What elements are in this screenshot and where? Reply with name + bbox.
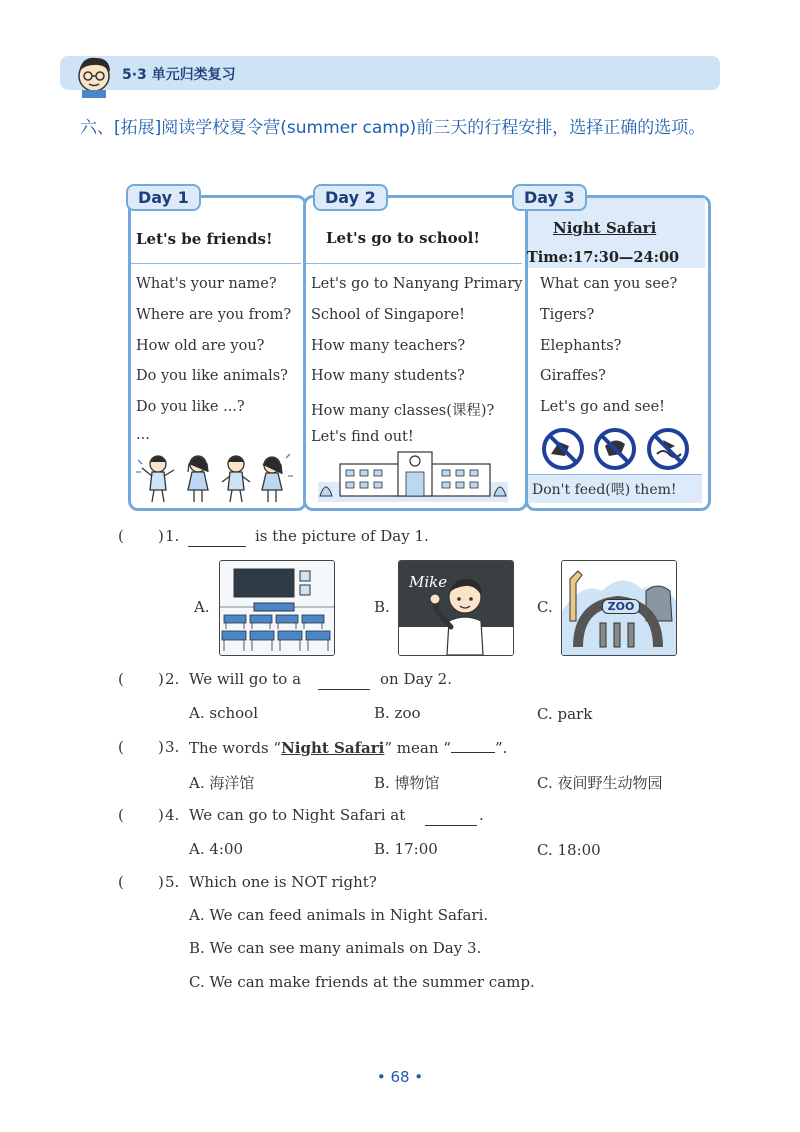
q4-answer-blank[interactable]	[128, 806, 158, 826]
q5-option-c[interactable]: C. We can make friends at the summer camp.	[189, 973, 535, 991]
q3-blank	[451, 738, 495, 753]
q5-option-a[interactable]: A. We can feed animals in Night Safari.	[189, 906, 489, 924]
q3-number: 3.	[165, 738, 180, 756]
day2-line: Let's go to Nanyang Primary	[311, 276, 523, 292]
day1-tab: Day 1	[126, 184, 201, 211]
q1-number: 1.	[165, 527, 180, 545]
q1-paren-close: )	[158, 527, 164, 545]
q3-option-c[interactable]: C. 夜间野生动物园	[537, 774, 663, 792]
day1-line: Do you like animals?	[136, 368, 288, 384]
q3-bold-words: Night Safari	[281, 739, 385, 757]
question-heading: 六、[拓展]阅读学校夏令营(summer camp)前三天的行程安排，选择正确的选项。	[80, 118, 706, 138]
q5-paren-close: )	[158, 873, 164, 891]
day3-line: What can you see?	[540, 276, 678, 292]
zoo-sign-text: ZOO	[602, 599, 640, 614]
blackboard-text: Mike	[409, 573, 448, 591]
q1-blank	[188, 529, 246, 547]
q3-option-b[interactable]: B. 博物馆	[374, 774, 440, 792]
day1-line: ...	[136, 427, 150, 443]
q3-text-post: ”.	[494, 739, 508, 757]
q2-option-b[interactable]: B. zoo	[374, 704, 421, 722]
day3-line: Giraffes?	[540, 368, 606, 384]
q3-answer-blank[interactable]	[128, 738, 158, 758]
q4-option-b[interactable]: B. 17:00	[374, 840, 438, 858]
day3-line: Let's go and see!	[540, 399, 665, 415]
q4-text-post: .	[479, 806, 484, 824]
q4-paren-open: (	[118, 806, 124, 824]
school-building-illustration	[318, 448, 508, 502]
q3-option-a[interactable]: A. 海洋馆	[189, 774, 255, 792]
day2-divider	[306, 263, 522, 264]
q1-option-b-label[interactable]: B.	[374, 598, 390, 616]
day2-tab: Day 2	[313, 184, 388, 211]
day2-line: School of Singapore!	[311, 307, 465, 323]
q3-paren-open: (	[118, 738, 124, 756]
day2-line: How many students?	[311, 368, 465, 384]
q2-text-pre: We will go to a	[189, 670, 302, 688]
q1-option-a-label[interactable]: A.	[194, 598, 210, 616]
q2-number: 2.	[165, 670, 180, 688]
day2-line: Let's find out!	[311, 429, 414, 445]
day3-line: Tigers?	[540, 307, 595, 323]
day1-title: Let's be friends!	[136, 230, 273, 248]
day2-line: How many classes(课程)?	[311, 403, 495, 419]
q4-option-c[interactable]: C. 18:00	[537, 841, 601, 859]
q2-option-c[interactable]: C. park	[537, 705, 593, 723]
q3-text-mid: ” mean “	[384, 739, 451, 757]
day1-line: Where are you from?	[136, 307, 292, 323]
page-number: • 68 •	[376, 1068, 424, 1086]
q4-option-a[interactable]: A. 4:00	[189, 840, 244, 858]
day2-line: How many teachers?	[311, 338, 466, 354]
q4-number: 4.	[165, 806, 180, 824]
q4-text-pre: We can go to Night Safari at	[189, 806, 406, 824]
q5-number: 5.	[165, 873, 180, 891]
day2-title: Let's go to school!	[326, 229, 480, 247]
classroom-picture[interactable]	[219, 560, 335, 656]
q2-option-a[interactable]: A. school	[189, 704, 258, 722]
q1-text: is the picture of Day 1.	[255, 527, 429, 545]
header-title: 5·3 单元归类复习	[122, 67, 236, 83]
day3-time: Time:17:30—24:00	[527, 249, 680, 266]
q3-text-pre: The words “	[189, 739, 282, 757]
day1-line: Do you like ...?	[136, 399, 245, 415]
q4-blank	[425, 808, 477, 826]
q5-paren-open: (	[118, 873, 124, 891]
q2-paren-close: )	[158, 670, 164, 688]
zoo-picture[interactable]	[561, 560, 677, 656]
day3-title: Night Safari	[553, 219, 657, 237]
mike-picture[interactable]	[398, 560, 514, 656]
q2-text-post: on Day 2.	[380, 670, 452, 688]
q5-text: Which one is NOT right?	[189, 873, 377, 891]
q3-text	[189, 738, 507, 757]
q2-answer-blank[interactable]	[128, 670, 158, 690]
day1-line: What's your name?	[136, 276, 277, 292]
q1-paren-open: (	[118, 527, 124, 545]
no-feeding-signs-icon	[541, 426, 691, 472]
q5-option-b[interactable]: B. We can see many animals on Day 3.	[189, 939, 482, 957]
day3-line: Elephants?	[540, 338, 622, 354]
q4-paren-close: )	[158, 806, 164, 824]
q1-option-c-label[interactable]: C.	[537, 598, 553, 616]
q5-answer-blank[interactable]	[128, 873, 158, 893]
children-illustration	[134, 452, 294, 504]
day1-divider	[131, 263, 301, 264]
q1-answer-blank[interactable]	[128, 527, 158, 547]
day1-line: How old are you?	[136, 338, 265, 354]
day3-tab: Day 3	[512, 184, 587, 211]
q2-blank	[318, 672, 370, 690]
q2-paren-open: (	[118, 670, 124, 688]
q3-paren-close: )	[158, 738, 164, 756]
dont-feed-text: Don't feed(喂) them!	[532, 482, 677, 498]
mascot-icon	[70, 50, 118, 98]
